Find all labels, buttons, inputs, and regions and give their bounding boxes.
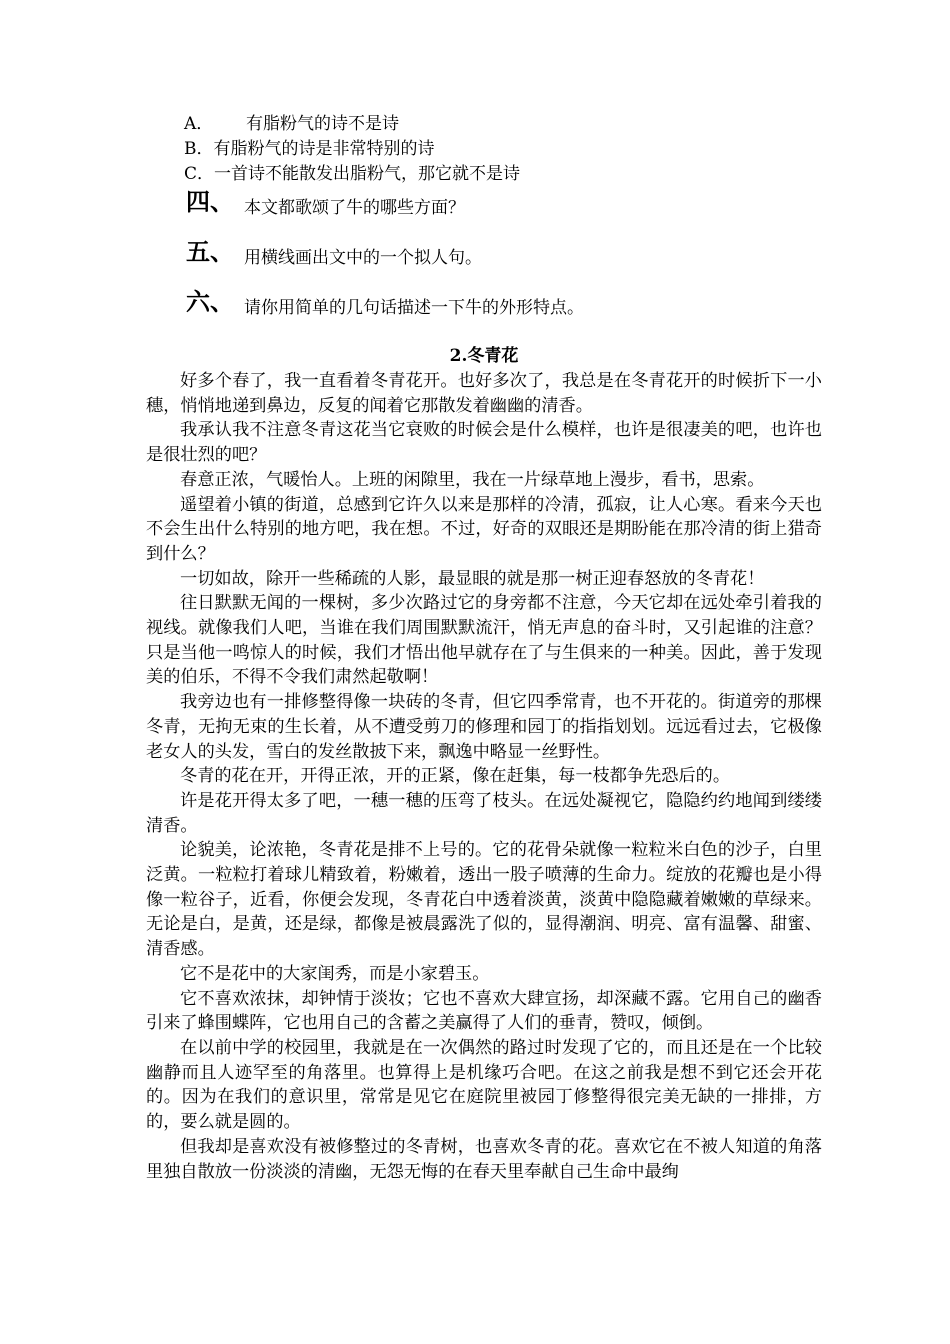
question-6 <box>186 289 822 339</box>
document-page <box>146 112 822 1184</box>
paragraph: 遥望着小镇的街道，总感到它许久以来是那样的冷清，孤寂，让人心寒。看来今天也不会生出什么特别的地方吧，我在想。不过，好奇的双眼还是期盼能在那冷清的街上猎奇到什么？ <box>146 494 822 564</box>
question-5 <box>186 239 822 289</box>
option-text: 有脂粉气的诗是非常特别的诗 <box>213 139 435 159</box>
question-4 <box>186 189 822 239</box>
question-number: 五、 <box>186 238 234 266</box>
paragraph: 许是花开得太多了吧，一穗一穗的压弯了枝头。在远处凝视它，隐隐约约地闻到缕缕清香。 <box>146 790 822 836</box>
paragraph: 春意正浓，气暖怡人。上班的闲隙里，我在一片绿草地上漫步，看书，思索。 <box>180 469 765 490</box>
option-letter: A． <box>184 114 214 134</box>
paragraph: 往日默默无闻的一棵树，多少次路过它的身旁都不注意，今天它却在远处牵引着我的视线。就像我们人吧，当谁在我们周围默默流汗，悄无声息的奋斗时，又引起谁的注意？只是当他一鸣惊人的时候，我们才悟出他早就存在了与生俱来的一种美。因此，善于发现美的伯乐，不得不令我们肃然起敬啊！ <box>146 593 822 688</box>
paragraph: 我承认我不注意冬青这花当它衰败的时候会是什么模样，也许是很凄美的吧，也许也是很壮烈的吧？ <box>146 420 822 466</box>
option-letter: B． <box>184 139 214 159</box>
option-b <box>184 137 822 162</box>
answer-options <box>146 112 822 187</box>
option-text: 有脂粉气的诗不是诗 <box>246 114 399 134</box>
article-body <box>146 369 822 1184</box>
paragraph: 冬青的花在开，开得正浓，开的正紧，像在赶集，每一枝都争先恐后的。 <box>180 766 731 787</box>
paragraph: 论貌美，论浓艳，冬青花是排不上号的。它的花骨朵就像一粒粒米白色的沙子，白里泛黄。一粒粒打着球儿精致着，粉嫩着，透出一股子喷薄的生命力。绽放的花瓣也是小得像一粒谷子，近看，你便会发现，冬青花白中透着淡黄，淡黄中隐隐藏着嫩嫩的草绿来。无论是白，是黄，还是绿，都像是被晨露洗了似的，显得潮润、明亮、富有温馨、甜蜜、清香感。 <box>146 840 822 960</box>
option-c <box>184 162 822 187</box>
article-title: 2.冬青花 <box>449 346 519 366</box>
question-number: 四、 <box>186 188 234 216</box>
option-a <box>184 112 822 137</box>
paragraph: 但我却是喜欢没有被修整过的冬青树，也喜欢冬青的花。喜欢它在不被人知道的角落里独自散放一份淡淡的清幽，无怨无悔的在春天里奉献自己生命中最绚 <box>146 1136 822 1182</box>
paragraph: 一切如故，除开一些稀疏的人影，最显眼的就是那一树正迎春怒放的冬青花！ <box>180 568 765 589</box>
paragraph: 我旁边也有一排修整得像一块砖的冬青，但它四季常青，也不开花的。街道旁的那棵冬青，无拘无束的生长着，从不遭受剪刀的修理和园丁的指指划划。远远看过去，它极像老女人的头发，雪白的发丝散披下来，飘逸中略显一丝野性。 <box>146 692 822 762</box>
option-text: 一首诗不能散发出脂粉气，那它就不是诗 <box>214 164 521 184</box>
question-text: 本文都歌颂了牛的哪些方面？ <box>244 198 465 218</box>
paragraph: 它不喜欢浓抹，却钟情于淡妆；它也不喜欢大肆宣扬，却深藏不露。它用自己的幽香引来了蜂围蝶阵，它也用自己的含蓄之美赢得了人们的垂青，赞叹，倾倒。 <box>146 988 822 1034</box>
paragraph: 好多个春了，我一直看着冬青花开。也好多次了，我总是在冬青花开的时候折下一小穗，悄悄地递到鼻边，反复的闻着它那散发着幽幽的清香。 <box>146 371 822 416</box>
question-text: 请你用简单的几句话描述一下牛的外形特点。 <box>244 298 584 318</box>
paragraph: 它不是花中的大家闺秀，而是小家碧玉。 <box>180 963 490 984</box>
question-list <box>146 189 822 339</box>
paragraph: 在以前中学的校园里，我就是在一次偶然的路过时发现了它的，而且还是在一个比较幽静而且人迹罕至的角落里。也算得上是机缘巧合吧。在这之前我是想不到它还会开花的。因为在我们的意识里，常常是见它在庭院里被园丁修整得很完美无缺的一排排，方的，要么就是圆的。 <box>146 1037 822 1133</box>
option-letter: C． <box>184 164 215 184</box>
question-text: 用横线画出文中的一个拟人句。 <box>244 248 482 268</box>
question-number: 六、 <box>186 288 234 316</box>
